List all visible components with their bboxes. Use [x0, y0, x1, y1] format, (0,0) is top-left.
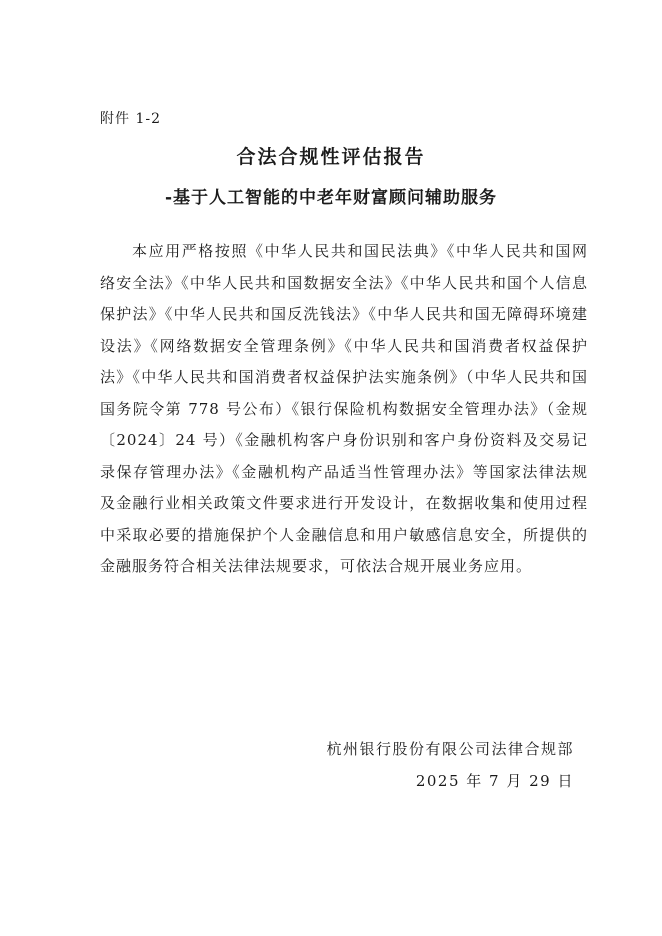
body-paragraph: 本应用严格按照《中华人民共和国民法典》《中华人民共和国网络安全法》《中华人民共和国数据安全法》《中华人民共和国个人信息保护法》《中华人民共和国反洗钱法》《中华人民共和国无障碍环境建设法》《网络数据安全管理条例》《中华人民共和国消费者权益保护法》《中华人民共和国消费者权益保护法实施条例》（中华人民共和国国务院令第 778 号公布）《银行保险机构数据安全管理办法》（金规〔2024〕24 号）《金融机构客户身份识别和客户身份资料及交易记录保存管理办法》《金融机构产品适当性管理办法》等国家法律法规及金融行业相关政策文件要求进行开发设计，在数据收集和使用过程中采取必要的措施保护个人金融信息和用户敏感信息安全，所提供的金融服务符合相关法律法规要求，可依法合规开展业务应用。 [100, 242, 588, 575]
signer-department: 杭州银行股份有限公司法律合规部 [326, 740, 574, 758]
signing-date: 2025 年 7 月 29 日 [415, 772, 574, 790]
document-subtitle: -基于人工智能的中老年财富顾问辅助服务 [164, 188, 498, 208]
document-title: 合法合规性评估报告 [236, 146, 426, 168]
attachment-label: 附件 1-2 [100, 111, 161, 127]
